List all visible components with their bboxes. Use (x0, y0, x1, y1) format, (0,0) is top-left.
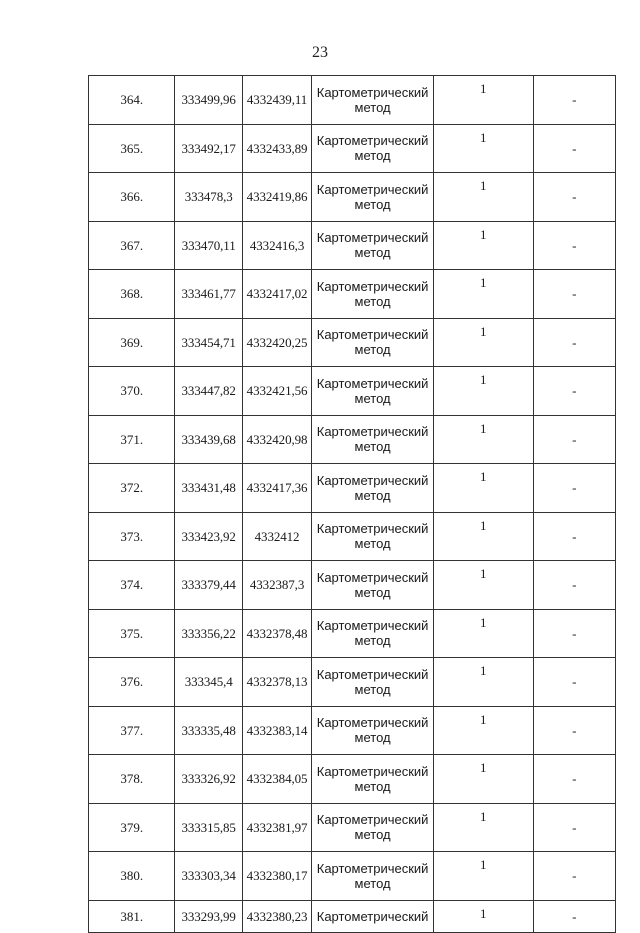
y-coordinate-cell: 4332420,98 (242, 415, 311, 464)
method-line-1: Картометрический (316, 375, 429, 391)
method-line-2: метод (354, 827, 391, 843)
x-coordinate-cell: 333345,4 (175, 658, 242, 707)
method-line-2: метод (354, 293, 391, 309)
empty-value-cell: - (533, 852, 616, 901)
y-coordinate-cell: 4332384,05 (242, 755, 311, 804)
precision-cell: 1 (433, 415, 533, 464)
method-line-1: Картометрический (316, 181, 429, 197)
point-number-cell: 365. (89, 124, 175, 173)
method-cell (312, 609, 434, 658)
y-coordinate-cell: 4332419,86 (242, 173, 311, 222)
coordinates-table (88, 75, 616, 933)
precision-cell: 1 (433, 221, 533, 270)
empty-value-cell: - (533, 173, 616, 222)
table-row (89, 173, 616, 222)
method-line-1: Картометрический (316, 521, 429, 537)
y-coordinate-cell: 4332387,3 (242, 561, 311, 610)
method-line-2: метод (354, 196, 391, 212)
method-cell (312, 658, 434, 707)
point-number-cell: 381. (89, 900, 175, 932)
x-coordinate-cell: 333303,34 (175, 852, 242, 901)
empty-value-cell: - (533, 803, 616, 852)
point-number-cell: 367. (89, 221, 175, 270)
y-coordinate-cell: 4332417,36 (242, 464, 311, 513)
method-line-2: метод (354, 390, 391, 406)
method-line-1: Картометрический (316, 327, 429, 343)
table-row (89, 852, 616, 901)
empty-value-cell: - (533, 706, 616, 755)
precision-cell: 1 (433, 270, 533, 319)
x-coordinate-cell: 333356,22 (175, 609, 242, 658)
method-line-2: метод (354, 681, 391, 697)
y-coordinate-cell: 4332416,3 (242, 221, 311, 270)
table-row (89, 367, 616, 416)
method-line-2: метод (354, 584, 391, 600)
method-cell (312, 706, 434, 755)
method-line-2: метод (354, 536, 391, 552)
point-number-cell: 364. (89, 76, 175, 125)
x-coordinate-cell: 333326,92 (175, 755, 242, 804)
method-cell (312, 76, 434, 125)
method-line-2: метод (354, 439, 391, 455)
method-line-1: Картометрический (316, 230, 429, 246)
method-line-2: метод (354, 778, 391, 794)
x-coordinate-cell: 333379,44 (175, 561, 242, 610)
method-line-2: метод (354, 730, 391, 746)
x-coordinate-cell: 333439,68 (175, 415, 242, 464)
precision-cell: 1 (433, 512, 533, 561)
point-number-cell: 376. (89, 658, 175, 707)
method-line-1: Картометрический (316, 763, 429, 779)
method-line-2: метод (354, 633, 391, 649)
x-coordinate-cell: 333315,85 (175, 803, 242, 852)
point-number-cell: 372. (89, 464, 175, 513)
empty-value-cell: - (533, 658, 616, 707)
method-line-1: Картометрический (316, 569, 429, 585)
point-number-cell: 374. (89, 561, 175, 610)
point-number-cell: 377. (89, 706, 175, 755)
point-number-cell: 371. (89, 415, 175, 464)
empty-value-cell: - (533, 512, 616, 561)
empty-value-cell: - (533, 900, 616, 932)
table-row (89, 270, 616, 319)
method-cell (312, 852, 434, 901)
method-line-1: Картометрический (316, 715, 429, 731)
method-line-1: Картометрический (316, 908, 429, 924)
method-cell (312, 512, 434, 561)
point-number-cell: 378. (89, 755, 175, 804)
method-line-1: Картометрический (316, 812, 429, 828)
table-row (89, 415, 616, 464)
method-cell (312, 270, 434, 319)
method-cell (312, 318, 434, 367)
method-line-1: Картометрический (316, 666, 429, 682)
y-coordinate-cell: 4332378,48 (242, 609, 311, 658)
x-coordinate-cell: 333447,82 (175, 367, 242, 416)
method-line-1: Картометрический (316, 133, 429, 149)
coordinates-table-body (89, 76, 616, 933)
precision-cell: 1 (433, 658, 533, 707)
table-row (89, 76, 616, 125)
y-coordinate-cell: 4332378,13 (242, 658, 311, 707)
point-number-cell: 368. (89, 270, 175, 319)
method-cell (312, 561, 434, 610)
empty-value-cell: - (533, 415, 616, 464)
x-coordinate-cell: 333431,48 (175, 464, 242, 513)
x-coordinate-cell: 333454,71 (175, 318, 242, 367)
method-line-1: Картометрический (316, 424, 429, 440)
point-number-cell: 366. (89, 173, 175, 222)
y-coordinate-cell: 4332383,14 (242, 706, 311, 755)
x-coordinate-cell: 333293,99 (175, 900, 242, 932)
table-row (89, 755, 616, 804)
precision-cell: 1 (433, 124, 533, 173)
y-coordinate-cell: 4332412 (242, 512, 311, 561)
empty-value-cell: - (533, 561, 616, 610)
method-cell (312, 755, 434, 804)
precision-cell: 1 (433, 173, 533, 222)
point-number-cell: 379. (89, 803, 175, 852)
method-cell (312, 367, 434, 416)
y-coordinate-cell: 4332421,56 (242, 367, 311, 416)
empty-value-cell: - (533, 124, 616, 173)
point-number-cell: 380. (89, 852, 175, 901)
point-number-cell: 370. (89, 367, 175, 416)
x-coordinate-cell: 333492,17 (175, 124, 242, 173)
method-cell (312, 464, 434, 513)
precision-cell: 1 (433, 561, 533, 610)
empty-value-cell: - (533, 464, 616, 513)
method-line-2: метод (354, 342, 391, 358)
precision-cell: 1 (433, 803, 533, 852)
precision-cell: 1 (433, 367, 533, 416)
y-coordinate-cell: 4332417,02 (242, 270, 311, 319)
empty-value-cell: - (533, 755, 616, 804)
empty-value-cell: - (533, 221, 616, 270)
table-row (89, 318, 616, 367)
table-row (89, 512, 616, 561)
precision-cell: 1 (433, 609, 533, 658)
precision-cell: 1 (433, 76, 533, 125)
y-coordinate-cell: 4332439,11 (242, 76, 311, 125)
point-number-cell: 373. (89, 512, 175, 561)
table-row (89, 561, 616, 610)
method-line-1: Картометрический (316, 860, 429, 876)
method-line-1: Картометрический (316, 278, 429, 294)
empty-value-cell: - (533, 76, 616, 125)
table-row (89, 658, 616, 707)
table-row (89, 221, 616, 270)
precision-cell: 1 (433, 755, 533, 804)
precision-cell: 1 (433, 464, 533, 513)
method-cell (312, 803, 434, 852)
method-line-2: метод (354, 148, 391, 164)
empty-value-cell: - (533, 367, 616, 416)
x-coordinate-cell: 333470,11 (175, 221, 242, 270)
method-line-1: Картометрический (316, 84, 429, 100)
point-number-cell: 369. (89, 318, 175, 367)
method-cell (312, 221, 434, 270)
y-coordinate-cell: 4332433,89 (242, 124, 311, 173)
y-coordinate-cell: 4332381,97 (242, 803, 311, 852)
method-cell (312, 124, 434, 173)
empty-value-cell: - (533, 609, 616, 658)
method-line-2: метод (354, 487, 391, 503)
precision-cell: 1 (433, 318, 533, 367)
y-coordinate-cell: 4332420,25 (242, 318, 311, 367)
method-line-2: метод (354, 875, 391, 891)
x-coordinate-cell: 333461,77 (175, 270, 242, 319)
table-row (89, 464, 616, 513)
point-number-cell: 375. (89, 609, 175, 658)
y-coordinate-cell: 4332380,17 (242, 852, 311, 901)
method-cell (312, 415, 434, 464)
y-coordinate-cell: 4332380,23 (242, 900, 311, 932)
empty-value-cell: - (533, 270, 616, 319)
precision-cell: 1 (433, 706, 533, 755)
table-row (89, 609, 616, 658)
x-coordinate-cell: 333499,96 (175, 76, 242, 125)
method-line-2: метод (354, 99, 391, 115)
table-row (89, 124, 616, 173)
precision-cell: 1 (433, 900, 533, 932)
method-line-1: Картометрический (316, 472, 429, 488)
empty-value-cell: - (533, 318, 616, 367)
x-coordinate-cell: 333423,92 (175, 512, 242, 561)
method-line-1: Картометрический (316, 618, 429, 634)
table-row (89, 706, 616, 755)
method-line-2: метод (354, 245, 391, 261)
precision-cell: 1 (433, 852, 533, 901)
x-coordinate-cell: 333335,48 (175, 706, 242, 755)
table-row (89, 803, 616, 852)
x-coordinate-cell: 333478,3 (175, 173, 242, 222)
method-cell (312, 173, 434, 222)
page-number: 23 (312, 44, 328, 61)
